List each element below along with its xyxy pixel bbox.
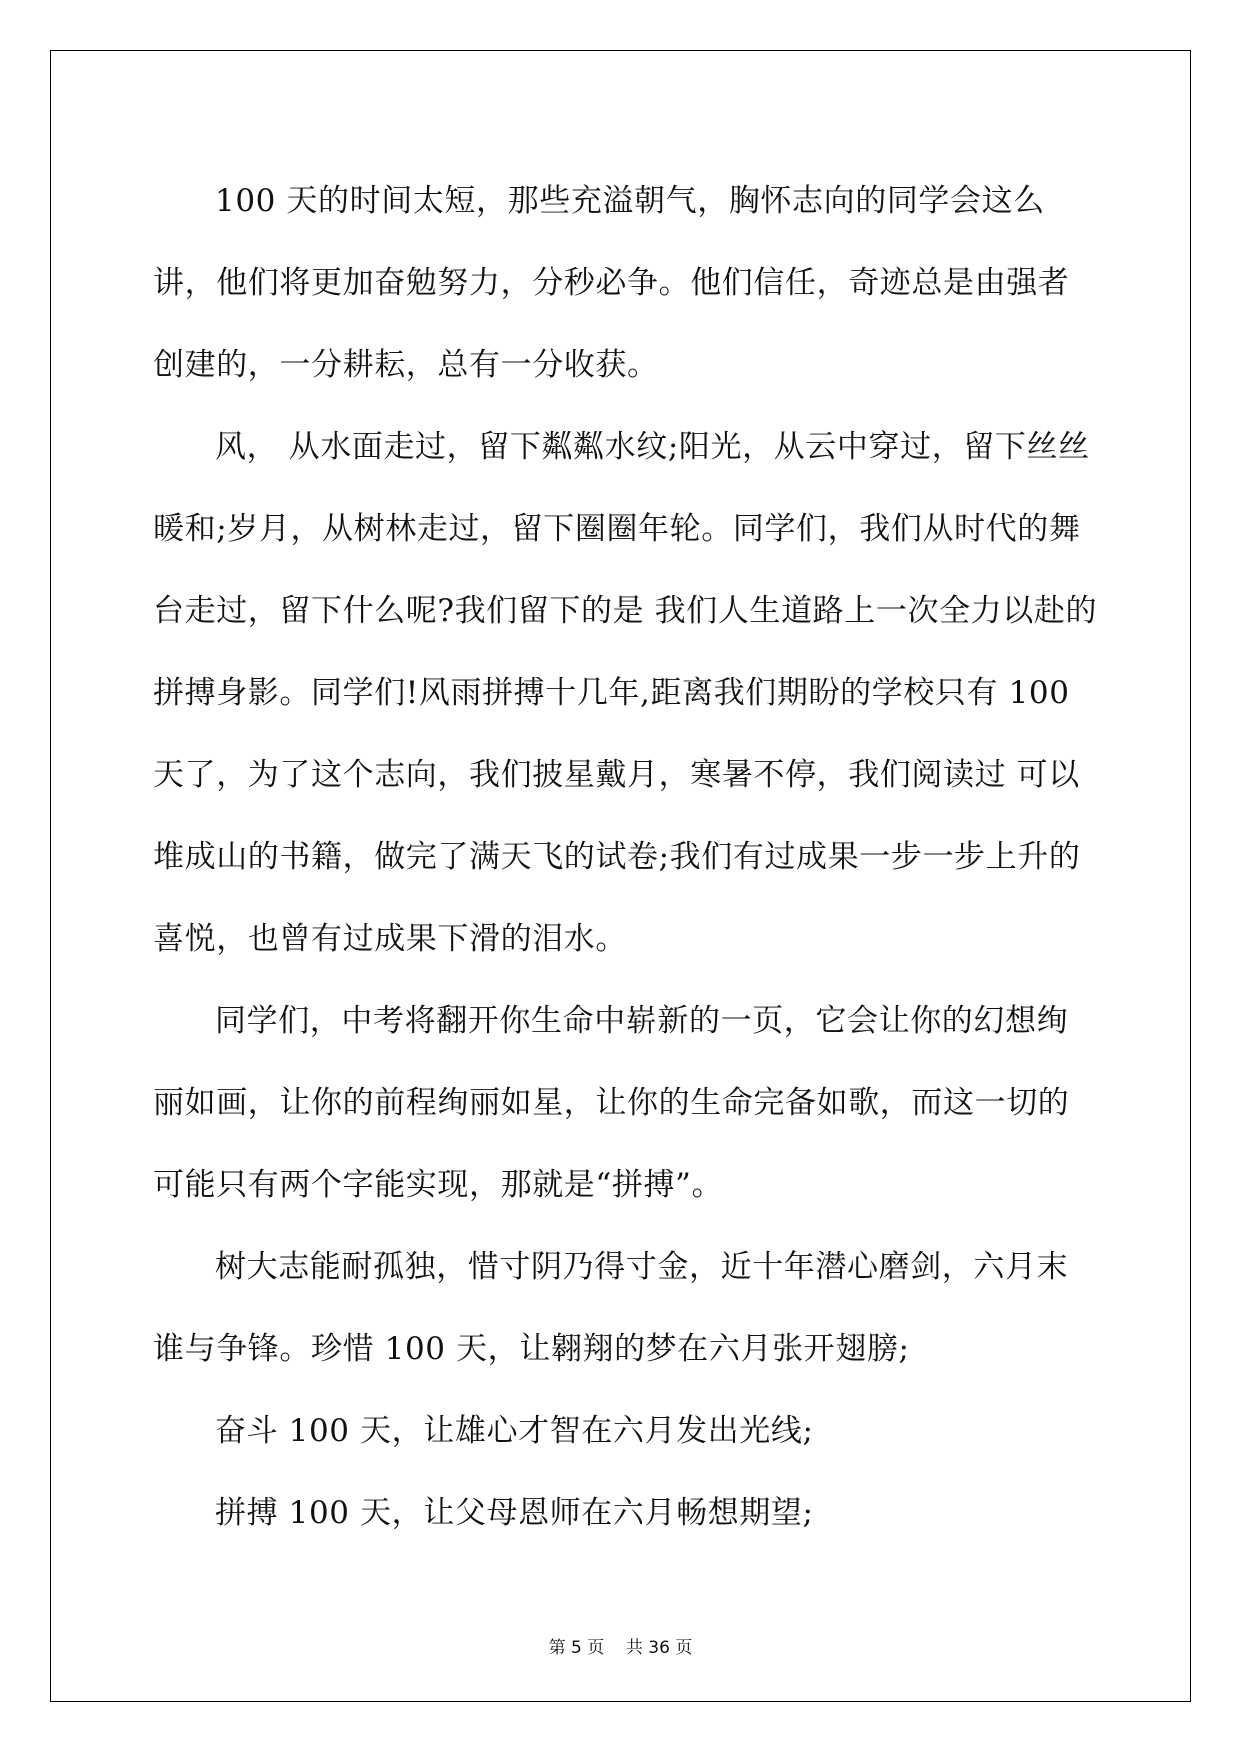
paragraph-4: 树大志能耐孤独，惜寸阴乃得寸金，近十年潜心磨剑，六月末谁与争锋。珍惜 100 天，让翱翔的梦在六月张开翅膀; [153, 1249, 1069, 1367]
document-body [153, 160, 1098, 1554]
paragraph-3: 同学们，中考将翻开你生命中崭新的一页，它会让你的幻想绚丽如画，让你的前程绚丽如星，让你的生命完备如歌，而这一切的可能只有两个字能实现，那就是“拼搏”。 [153, 1003, 1070, 1203]
paragraph-1: 100 天的时间太短，那些充溢朝气，胸怀志向的同学会这么讲，他们将更加奋勉努力，分秒必争。他们信任，奇迹总是由强者创建的，一分耕耘，总有一分收获。 [153, 183, 1070, 383]
page-number: 第 5 页 共 36 页 [548, 1638, 693, 1658]
paragraph-5: 奋斗 100 天，让雄心才智在六月发出光线; [215, 1413, 814, 1449]
page-footer [0, 1633, 1241, 1658]
paragraph-6: 拼搏 100 天，让父母恩师在六月畅想期望; [215, 1495, 814, 1531]
paragraph-2: 风， 从水面走过，留下粼粼水纹;阳光，从云中穿过，留下丝丝暖和;岁月，从树林走过，留下圈圈年轮。同学们，我们从时代的舞台走过，留下什么呢?我们留下的是 我们人生道路上一次全力以赴的拼搏身影。同学们!风雨拼搏十几年,距离我们期盼的学校只有 100 天了，为了这个志向，我们披星戴月，寒暑不停，我们阅读过 可以堆成山的书籍，做完了满天飞的试卷;我们有过成果一步一步上升的喜悦，也曾有过成果下滑的泪水。 [153, 429, 1098, 957]
